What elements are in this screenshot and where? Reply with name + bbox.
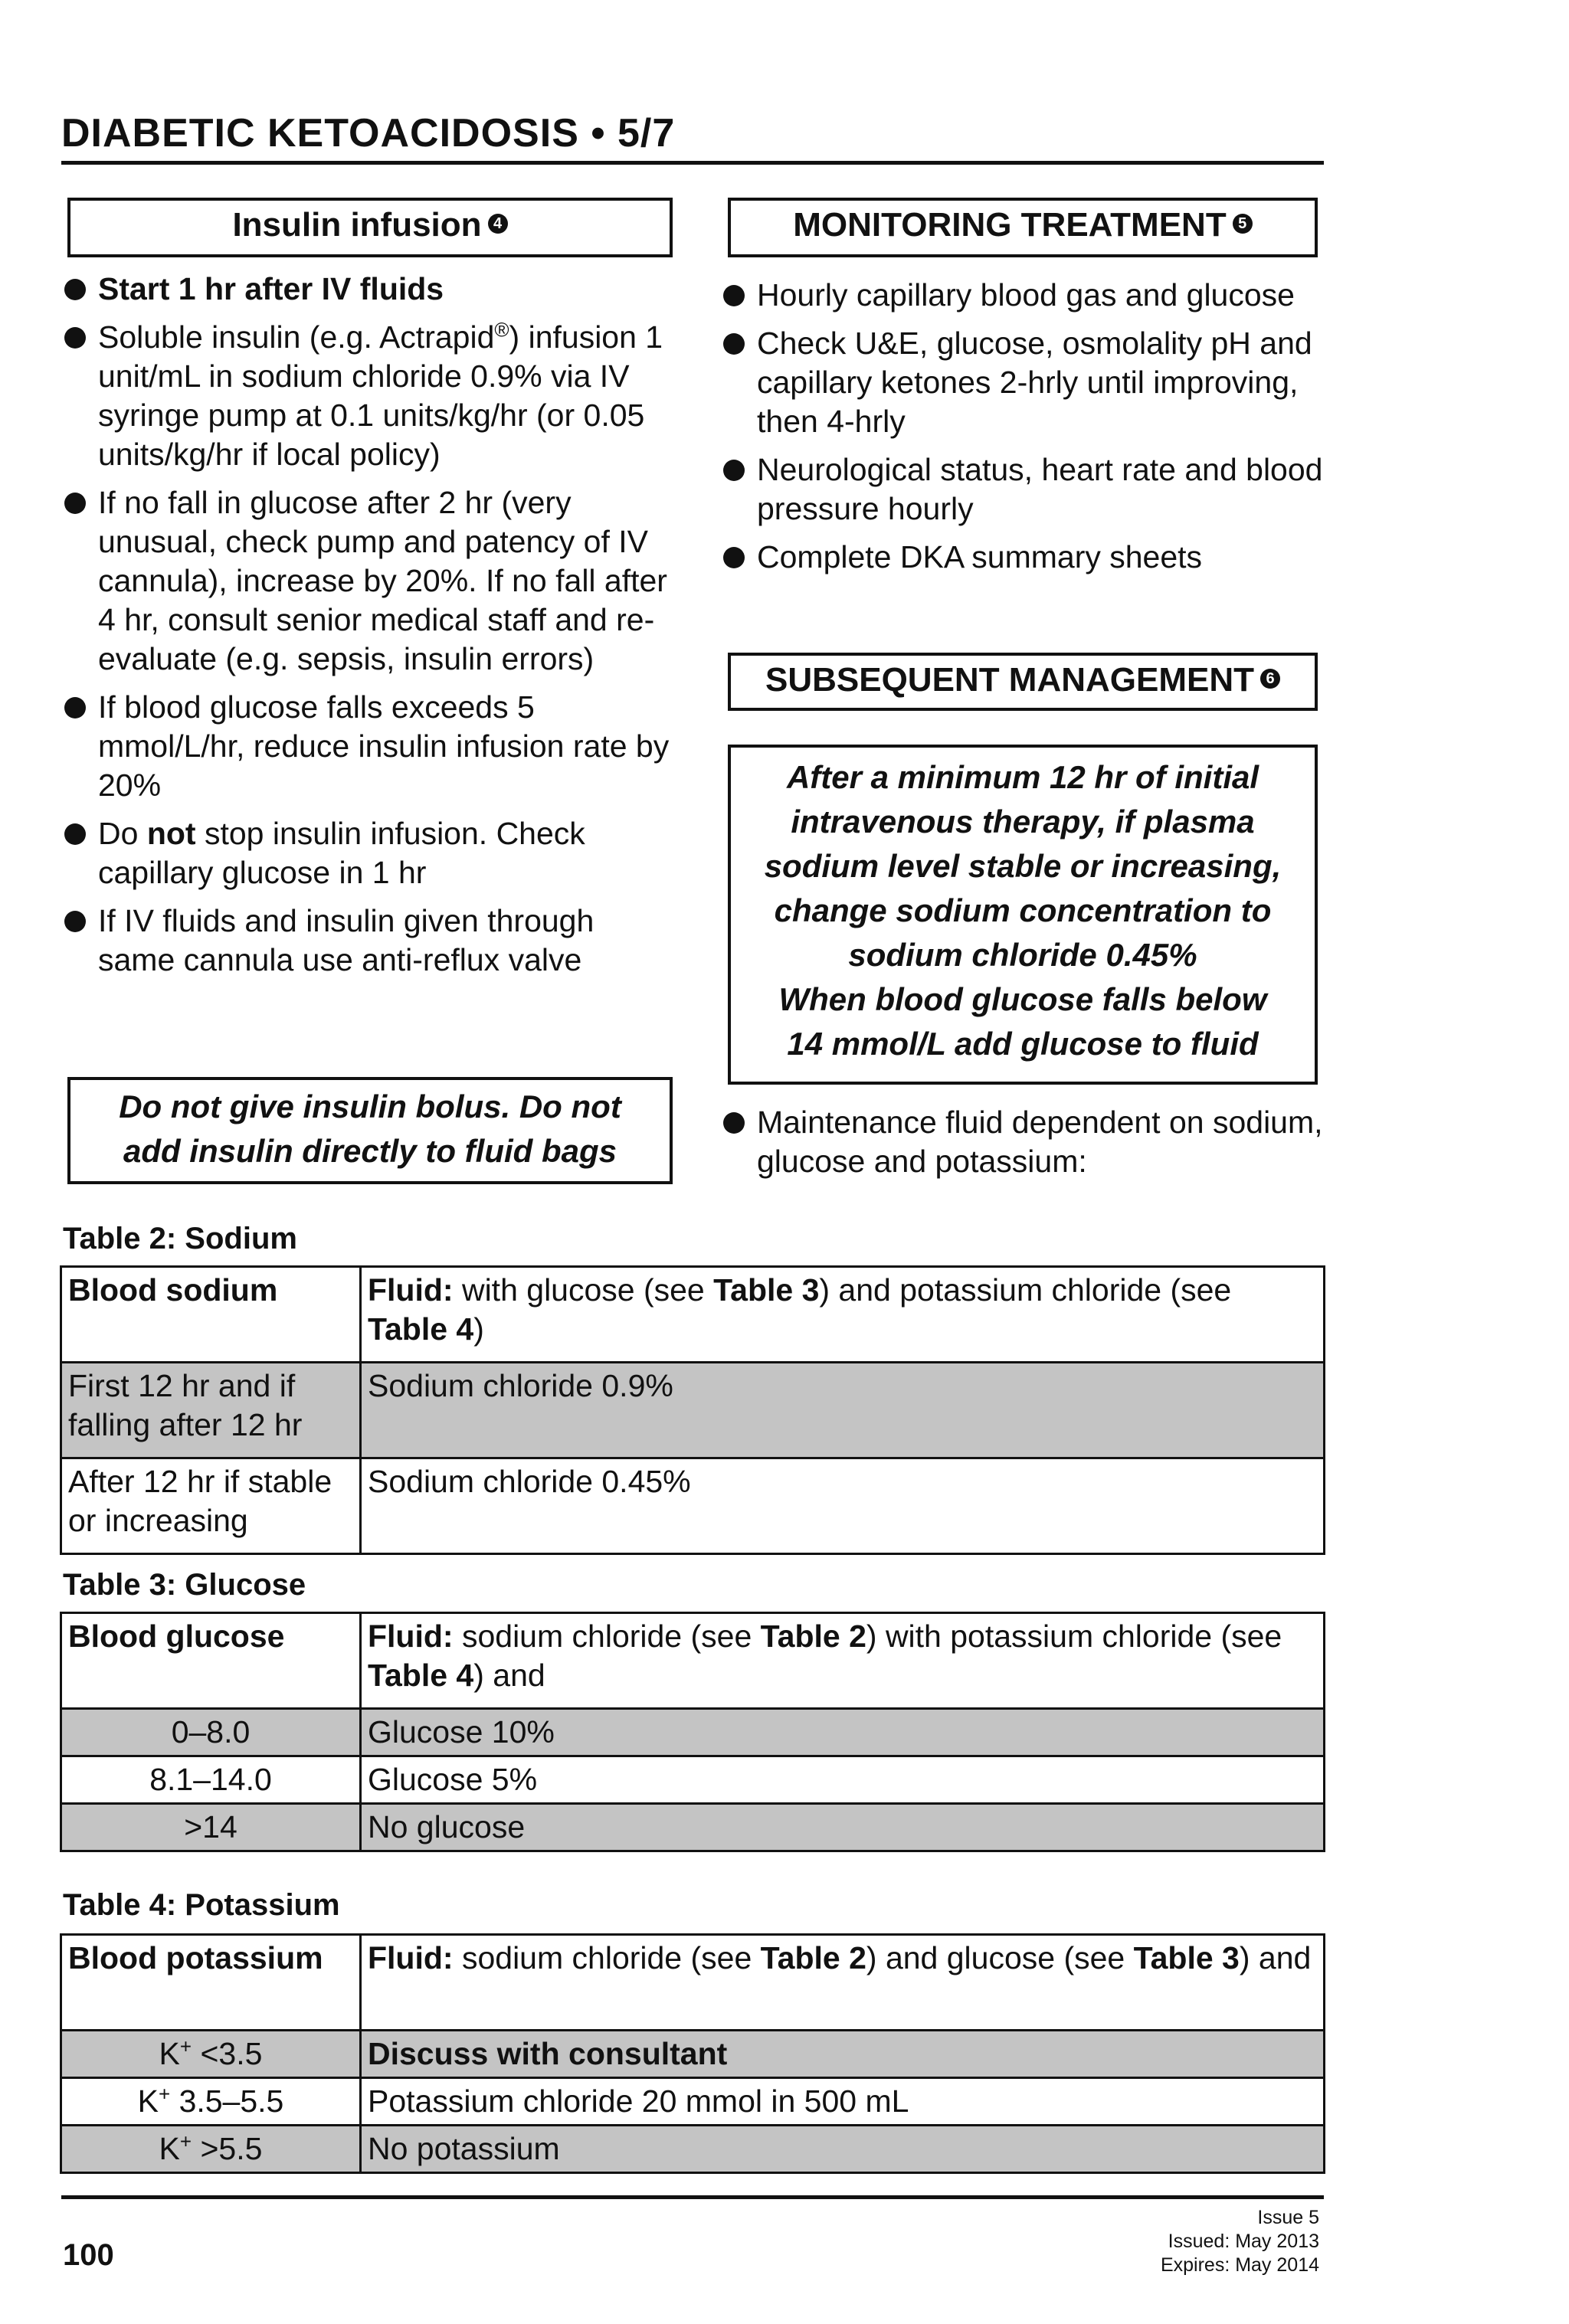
header-text: sodium chloride (see [453, 1619, 761, 1654]
insulin-bullet-list [63, 270, 676, 989]
glucose-table [60, 1612, 1325, 1852]
table-cell: Glucose 5% [361, 1756, 1325, 1804]
fluid-label: Fluid: [368, 1940, 454, 1975]
k-superscript: + [158, 2082, 171, 2106]
k-range: >5.5 [192, 2131, 263, 2166]
issue-info [1161, 2206, 1319, 2277]
insulin-bullet-5-post: stop insulin infusion. Check capillary glucose in 1 hr [98, 816, 585, 890]
header-text: sodium chloride (see [453, 1940, 761, 1975]
title-rule [61, 161, 1324, 165]
bullet-icon [723, 460, 745, 481]
bullet-icon [64, 327, 86, 349]
header-text: ) and [473, 1658, 545, 1693]
monitoring-bullet-4: Complete DKA summary sheets [757, 539, 1203, 574]
table-ref: Table 4 [368, 1658, 474, 1693]
fluid-label: Fluid: [368, 1272, 454, 1308]
insulin-bullet-5-pre: Do [98, 816, 147, 851]
insulin-infusion-heading [67, 198, 673, 257]
issue-number: Issue 5 [1257, 2207, 1319, 2228]
table2-col1-header: Blood sodium [61, 1267, 361, 1363]
table-header-row [61, 1935, 1325, 2031]
step-marker-icon: 5 [1233, 214, 1253, 234]
table3-caption: Table 3: Glucose [63, 1568, 306, 1602]
table-row [61, 2078, 1325, 2126]
table-cell: Discuss with consultant [361, 2031, 1325, 2078]
k-range: 3.5–5.5 [170, 2083, 284, 2119]
sodium-table [60, 1265, 1325, 1555]
table2-col2-header [361, 1267, 1325, 1363]
list-item [722, 1103, 1335, 1181]
subsequent-management-heading-text: SUBSEQUENT MANAGEMENT [765, 661, 1255, 699]
insulin-warning-line-2: add insulin directly to fluid bags [123, 1133, 617, 1169]
insulin-warning-line-1: Do not give insulin bolus. Do not [119, 1088, 621, 1124]
monitoring-bullet-2: Check U&E, glucose, osmolality pH and capillary ketones 2-hrly until improving, then 4-hrly [757, 326, 1312, 439]
list-item [722, 538, 1335, 577]
insulin-bullet-2-post: ) infusion 1 unit/mL in sodium chloride 0.9% via IV syringe pump at 0.1 units/kg/hr (or 0.05 units/kg/hr if local policy) [98, 319, 663, 472]
table3-col2-header [361, 1613, 1325, 1709]
insulin-infusion-heading-text: Insulin infusion [232, 206, 482, 244]
table-row [61, 1363, 1325, 1458]
header-text: ) and [1239, 1940, 1312, 1975]
k-symbol: K [159, 2131, 180, 2166]
table-cell [61, 2078, 361, 2126]
expiry-date: Expires: May 2014 [1160, 2254, 1319, 2276]
bullet-icon [64, 911, 86, 932]
monitoring-bullet-list [722, 276, 1335, 586]
page-number: 100 [63, 2238, 114, 2272]
list-item [722, 276, 1335, 315]
subsequent-management-box [728, 745, 1318, 1085]
monitoring-bullet-3: Neurological status, heart rate and blood pressure hourly [757, 452, 1323, 526]
table-cell: 8.1–14.0 [61, 1756, 361, 1804]
table-cell: Sodium chloride 0.9% [361, 1363, 1325, 1458]
table4-caption: Table 4: Potassium [63, 1888, 340, 1922]
subsequent-line-2: intravenous therapy, if plasma [791, 804, 1255, 840]
bullet-icon [64, 823, 86, 845]
subsequent-line-3: sodium level stable or increasing, [764, 848, 1282, 884]
bullet-icon [723, 285, 745, 306]
table-ref: Table 3 [1133, 1940, 1240, 1975]
list-item [63, 270, 676, 309]
list-item [63, 814, 676, 892]
subsequent-bullet: Maintenance fluid dependent on sodium, glucose and potassium: [757, 1105, 1323, 1179]
header-text: ) with potassium chloride (see [866, 1619, 1282, 1654]
table2-caption: Table 2: Sodium [63, 1222, 297, 1255]
table-ref: Table 2 [760, 1619, 866, 1654]
bullet-icon [64, 279, 86, 300]
step-marker-icon: 4 [488, 214, 508, 234]
insulin-bullet-6: If IV fluids and insulin given through same cannula use anti-reflux valve [98, 903, 595, 977]
monitoring-bullet-1: Hourly capillary blood gas and glucose [757, 277, 1295, 313]
insulin-bullet-3: If no fall in glucose after 2 hr (very unusual, check pump and patency of IV cannula), increase by 20%. If no fall after 4 hr, consult senior medical staff and re-evaluate (e.g. sepsis, insulin errors) [98, 485, 667, 676]
potassium-table [60, 1933, 1325, 2174]
header-text: ) and potassium chloride (see [819, 1272, 1232, 1308]
issued-date: Issued: May 2013 [1168, 2231, 1319, 2252]
table-cell: Sodium chloride 0.45% [361, 1458, 1325, 1554]
table-cell: >14 [61, 1804, 361, 1851]
table-cell: After 12 hr if stable or increasing [61, 1458, 361, 1554]
insulin-bullet-4: If blood glucose falls exceeds 5 mmol/L/hr, reduce insulin infusion rate by 20% [98, 689, 670, 803]
subsequent-line-5: sodium chloride 0.45% [848, 937, 1197, 973]
subsequent-line-6: When blood glucose falls below [778, 981, 1267, 1017]
insulin-warning-box [67, 1077, 673, 1184]
table-ref: Table 2 [760, 1940, 866, 1975]
list-item [63, 688, 676, 805]
list-item [722, 324, 1335, 441]
fluid-label: Fluid: [368, 1619, 454, 1654]
insulin-bullet-1: Start 1 hr after IV fluids [98, 271, 444, 306]
bullet-icon [723, 1112, 745, 1134]
header-text: ) and glucose (see [866, 1940, 1134, 1975]
subsequent-management-heading [728, 653, 1318, 711]
table-cell [61, 2126, 361, 2173]
table-row [61, 2031, 1325, 2078]
table-cell: Glucose 10% [361, 1709, 1325, 1756]
table-ref: Table 4 [368, 1311, 474, 1347]
k-superscript: + [179, 2129, 192, 2153]
footer-rule [61, 2195, 1324, 2199]
table-header-row [61, 1613, 1325, 1709]
table-cell: No potassium [361, 2126, 1325, 2173]
k-range: <3.5 [192, 2036, 263, 2071]
header-text: ) [473, 1311, 484, 1347]
list-item [63, 483, 676, 679]
page-title: DIABETIC KETOACIDOSIS • 5/7 [61, 111, 676, 155]
table-cell [61, 2031, 361, 2078]
subsequent-bullet-list [722, 1103, 1335, 1190]
table-header-row [61, 1267, 1325, 1363]
k-symbol: K [137, 2083, 159, 2119]
subsequent-line-1: After a minimum 12 hr of initial [786, 759, 1259, 795]
bullet-icon [723, 333, 745, 355]
list-item [63, 902, 676, 980]
table3-col1-header: Blood glucose [61, 1613, 361, 1709]
table-row [61, 2126, 1325, 2173]
table-cell: Potassium chloride 20 mmol in 500 mL [361, 2078, 1325, 2126]
table-row [61, 1756, 1325, 1804]
k-symbol: K [159, 2036, 180, 2071]
table-ref: Table 3 [713, 1272, 820, 1308]
monitoring-treatment-heading [728, 198, 1318, 257]
insulin-bullet-2-pre: Soluble insulin (e.g. Actrapid [98, 319, 495, 355]
subsequent-line-4: change sodium concentration to [774, 892, 1272, 928]
header-text: with glucose (see [453, 1272, 714, 1308]
table-cell: First 12 hr and if falling after 12 hr [61, 1363, 361, 1458]
table-row [61, 1804, 1325, 1851]
table-cell: 0–8.0 [61, 1709, 361, 1756]
table-cell: No glucose [361, 1804, 1325, 1851]
table-row [61, 1709, 1325, 1756]
bullet-icon [64, 697, 86, 718]
insulin-bullet-5-bold: not [146, 816, 196, 851]
monitoring-treatment-heading-text: MONITORING TREATMENT [793, 206, 1227, 244]
registered-mark: ® [494, 318, 509, 342]
step-marker-icon: 6 [1260, 669, 1280, 689]
list-item [722, 450, 1335, 529]
table4-col2-header [361, 1935, 1325, 2031]
k-superscript: + [179, 2034, 192, 2058]
subsequent-line-7: 14 mmol/L add glucose to fluid [787, 1026, 1259, 1062]
table-row [61, 1458, 1325, 1554]
list-item [63, 318, 676, 474]
table4-col1-header: Blood potassium [61, 1935, 361, 2031]
bullet-icon [64, 493, 86, 514]
bullet-icon [723, 547, 745, 568]
